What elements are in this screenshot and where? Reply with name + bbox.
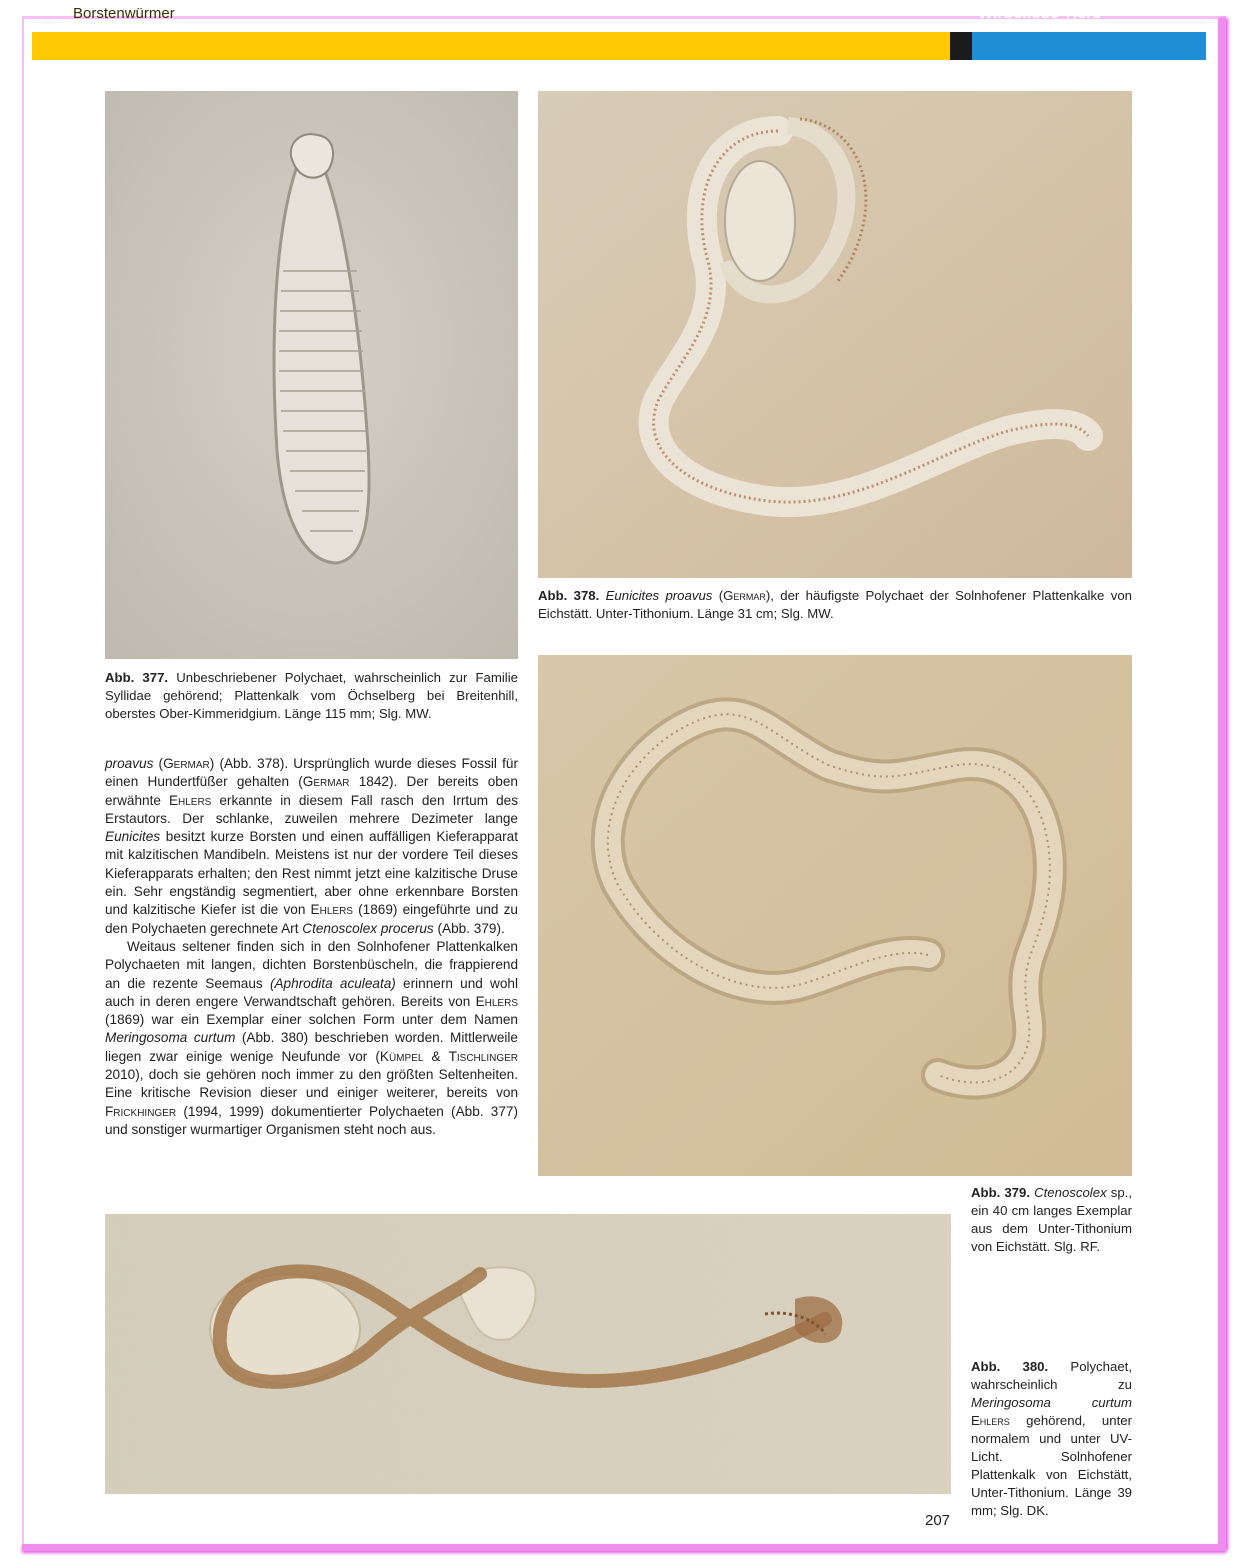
text-run: Weitaus seltener finden sich in den Solnhofener Plattenkalken Polychaeten mit langen, dichten Borstenbüscheln, die frappierend an die rezente Seemaus bbox=[105, 938, 518, 991]
header-yellow-band bbox=[32, 32, 950, 60]
italic-term: proavus bbox=[105, 756, 154, 771]
text-run: & bbox=[423, 1048, 449, 1064]
text-run: (1994, 1999) dokumentierter Polychaeten (Abb. 377) und sonstiger wurmartiger Organismen steht noch aus. bbox=[105, 1103, 518, 1137]
caption-label: Abb. 379. bbox=[971, 1185, 1031, 1200]
italic-term: (Aphrodita aculeata) bbox=[269, 975, 396, 991]
caption-fig-378 bbox=[538, 587, 1132, 623]
caption-fig-380 bbox=[971, 1358, 1132, 1520]
text-run: 1842). Der bereits oben erwähnte bbox=[105, 774, 518, 808]
author-name: Tischlinger bbox=[448, 1048, 518, 1064]
text-run: (Abb. 379). bbox=[433, 920, 505, 936]
category-title: Wirbellose Tiere bbox=[978, 5, 1102, 22]
photo-fig-380 bbox=[105, 1214, 951, 1494]
page-frame-right bbox=[1218, 18, 1226, 1550]
text-run: besitzt kurze Borsten und einen auffälligen Kieferapparat mit kalzitischen Mandibeln. Meistens ist nur der vordere Teil dieses Kieferapparats erhalten; den Rest nimmt jetzt eine kalzitische Druse ein. Sehr engständig segmentiert, aber ohne erkennbare Borsten und kalzitische Kiefer ist die von bbox=[105, 829, 518, 918]
page-frame-bottom bbox=[22, 1544, 1226, 1551]
author-name: Kümpel bbox=[379, 1048, 424, 1064]
author-name: Germar bbox=[163, 756, 210, 771]
text-run: 2010), doch sie gehören noch immer zu den größten Seltenheiten. Eine kritische Revision dieser und einiger weiterer, bereits von bbox=[105, 1067, 518, 1101]
body-paragraph-2 bbox=[105, 938, 518, 1139]
section-title: Borstenwürmer bbox=[73, 5, 175, 22]
author-name: Ehlers bbox=[310, 902, 353, 918]
author-name: Ehlers bbox=[475, 993, 518, 1009]
caption-author: (Germar) bbox=[718, 588, 771, 603]
author-name: Frickhinger bbox=[105, 1103, 177, 1119]
header-blue-band bbox=[972, 32, 1206, 60]
photo-fig-379 bbox=[538, 655, 1132, 1176]
caption-label: Abb. 378. bbox=[538, 588, 600, 603]
text-run: ( bbox=[153, 756, 164, 771]
caption-label: Abb. 377. bbox=[105, 670, 169, 685]
caption-fig-377 bbox=[105, 669, 518, 723]
text-run: erkannte in diesem Fall rasch den Irrtum des Erstautors. Der schlanke, zuweilen mehrere Dezimeter lange bbox=[105, 792, 518, 826]
caption-author: Ehlers bbox=[971, 1413, 1010, 1428]
text-run: ) (Abb. 378). Ursprünglich wurde dieses Fossil für einen Hundertfüßer gehalten ( bbox=[105, 756, 518, 790]
caption-text: Polychaet, wahrscheinlich zu bbox=[971, 1359, 1132, 1392]
caption-fig-379 bbox=[971, 1184, 1132, 1256]
caption-species: Ctenoscolex bbox=[1034, 1185, 1107, 1200]
running-header bbox=[32, 32, 1206, 60]
italic-term: Ctenoscolex procerus bbox=[302, 920, 434, 936]
caption-species: Meringosoma curtum bbox=[971, 1395, 1132, 1410]
page-frame-left bbox=[22, 16, 24, 1550]
caption-text: , der häufigste Polychaet der Solnhofener Plattenkalke von Eichstätt. Unter-Tithonium. Länge 31 cm; Slg. MW. bbox=[538, 588, 1132, 621]
caption-label: Abb. 380. bbox=[971, 1359, 1049, 1374]
caption-text: Unbeschriebener Polychaet, wahrscheinlich zur Familie Syllidae gehörend; Plattenkalk vom Öchselberg bei Breitenhill, oberstes Ober-Kimmeridgium. Länge 115 mm; Slg. MW. bbox=[105, 670, 518, 721]
caption-text: gehörend, unter normalem und unter UV-Licht. Solnhofener Plattenkalk von Eichstätt, Unter-Tithonium. Länge 39 mm; Slg. DK. bbox=[971, 1413, 1132, 1518]
author-name: Ehlers bbox=[168, 792, 212, 808]
photo-fig-377 bbox=[105, 91, 518, 659]
italic-term: Eunicites bbox=[105, 829, 161, 845]
photo-fig-378 bbox=[538, 91, 1132, 578]
italic-term: Meringosoma curtum bbox=[105, 1030, 236, 1046]
body-text bbox=[105, 755, 518, 1139]
text-run: (1869) eingeführte und zu den Polychaeten gerechnete Art bbox=[105, 902, 518, 936]
text-run: (1869) war ein Exemplar einer solchen Form unter dem Namen bbox=[105, 1012, 518, 1028]
text-run: (Abb. 380) beschrieben worden. Mittlerweile liegen zwar einige wenige Neufunde vor ( bbox=[105, 1030, 518, 1064]
header-divider bbox=[950, 32, 972, 60]
page-number: 207 bbox=[925, 1512, 951, 1529]
body-paragraph-1 bbox=[105, 755, 518, 938]
text-run: erinnern und wohl auch in deren engere Verwandtschaft gehören. Bereits von bbox=[105, 975, 519, 1009]
author-name: Germar bbox=[302, 774, 350, 790]
caption-species: Eunicites proavus bbox=[605, 588, 713, 603]
caption-text: sp., ein 40 cm langes Exemplar aus dem Unter-Tithonium von Eichstätt. Slg. RF. bbox=[971, 1185, 1132, 1254]
